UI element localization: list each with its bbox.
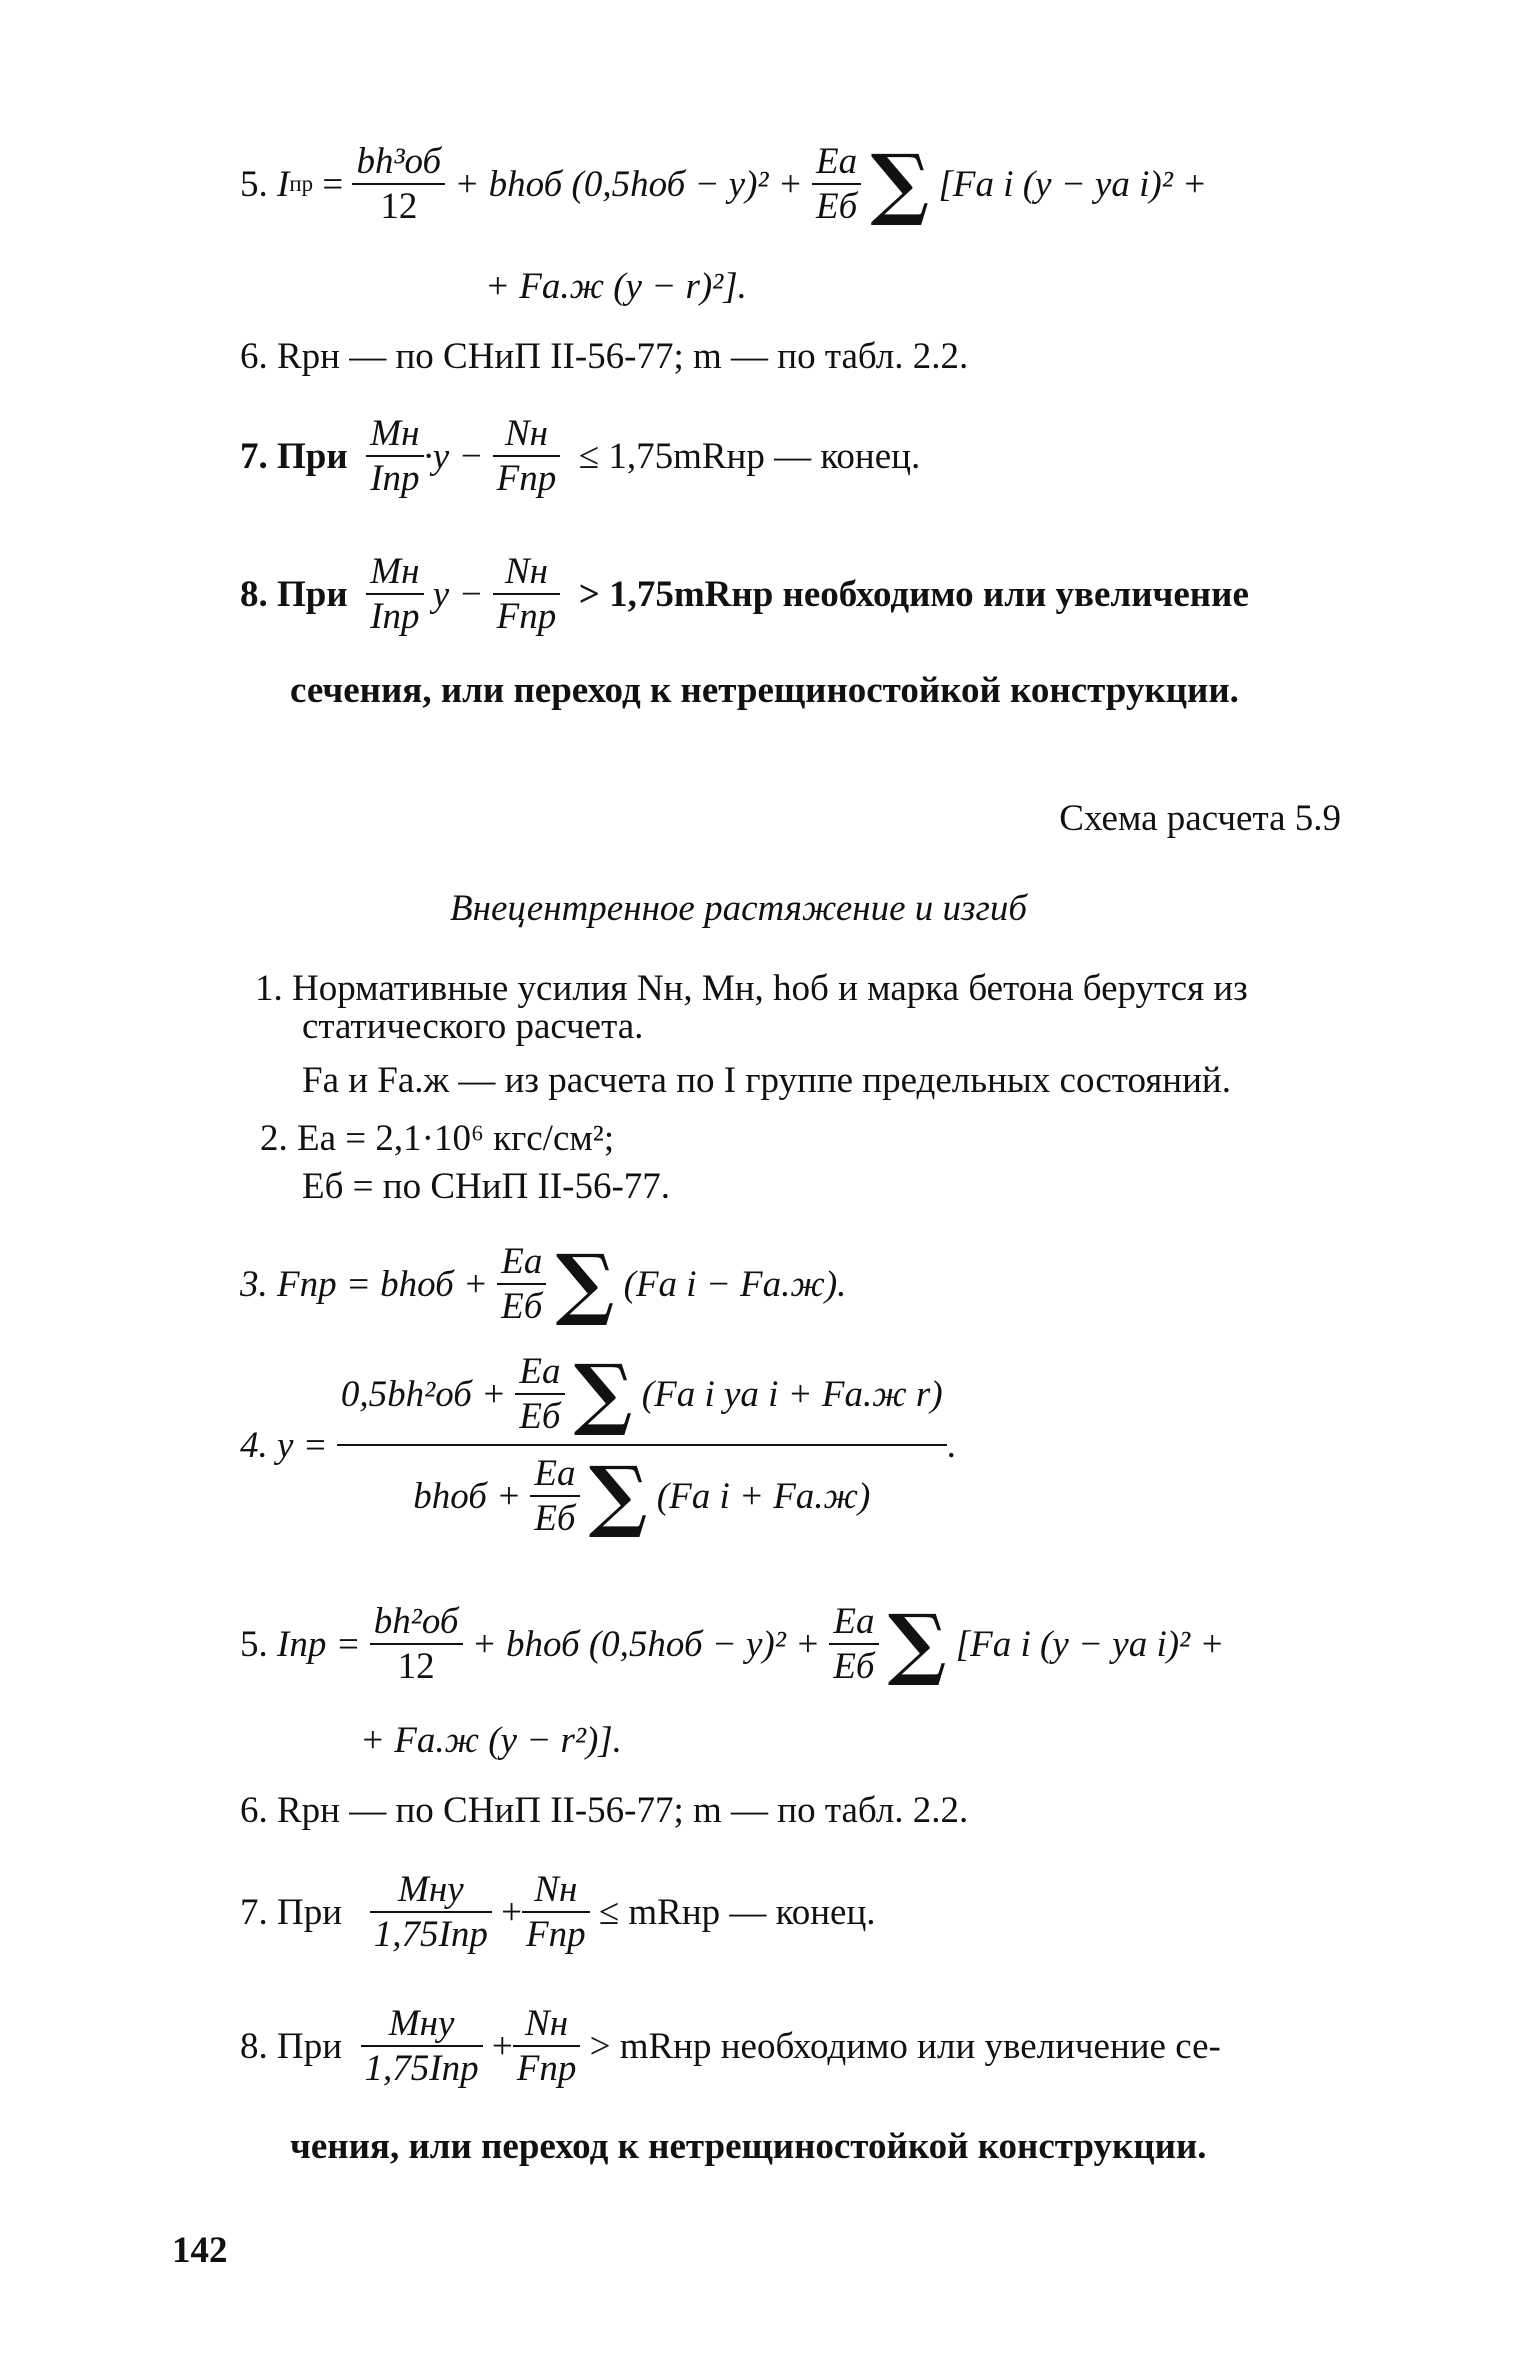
page-number: 142	[172, 2230, 228, 2271]
fraction-numerator: Nн	[534, 1869, 578, 1910]
fraction	[366, 550, 423, 638]
fraction-denominator: Eб	[501, 1286, 543, 1327]
fraction	[513, 2002, 581, 2090]
fraction-numerator: Mн	[370, 551, 420, 592]
fraction	[352, 140, 445, 228]
item-1-line3: Fа и Fа.ж — из расчета по I группе предельных состояний.	[302, 1060, 1231, 1101]
item-2-line2: Eб = по СНиП II-56-77.	[302, 1166, 671, 1207]
denominator-tail: (Fа i + Fа.ж)	[656, 1475, 871, 1517]
fraction-denominator: Iпр	[370, 596, 420, 637]
fraction-numerator: bh³об	[356, 141, 442, 182]
modulus-ratio	[497, 1240, 546, 1328]
fraction-numerator: Mн	[370, 413, 420, 454]
formula-lhs: I	[277, 163, 290, 205]
fraction-denominator: Fпр	[516, 2048, 577, 2089]
modulus-ratio	[829, 1600, 878, 1688]
fraction-numerator: Eа	[501, 1241, 543, 1282]
formula-8	[240, 2002, 1221, 2090]
item-6: 6. Rрн — по СНиП II-56-77; m — по табл. 2.2.	[240, 1790, 969, 1831]
modulus-ratio	[530, 1452, 579, 1540]
sum-symbol: ∑	[887, 1597, 947, 1689]
numerator-head: 0,5bh²об +	[340, 1373, 507, 1415]
fraction	[493, 412, 561, 500]
section-title: Внецентренное растяжение и изгиб	[450, 888, 1028, 929]
formula-8-top	[240, 550, 1249, 638]
fraction-denominator: Eб	[519, 1396, 561, 1437]
sum-symbol: ∑	[870, 137, 930, 229]
item-2-line1: 2. Eа = 2,1·10⁶ кгс/см²;	[260, 1118, 615, 1159]
formula-tail: > 1,75mRнр необходимо или увеличение	[578, 573, 1249, 615]
formula-tail: (Fа i − Fа.ж).	[623, 1263, 847, 1305]
fraction	[370, 1868, 492, 1956]
scheme-label: Схема расчета 5.9	[1059, 798, 1341, 839]
formula-mid: y −	[432, 573, 484, 615]
formula-number: 5.	[240, 1623, 268, 1665]
fraction-denominator: Fпр	[525, 1914, 586, 1955]
fraction-numerator: Nн	[504, 413, 548, 454]
fraction-denominator: Iпр	[370, 458, 420, 499]
sum-symbol: ∑	[573, 1347, 633, 1439]
item-6-top: 6. Rрн — по СНиП II-56-77; m — по табл. 2.2.	[240, 336, 969, 377]
fraction-numerator: Eа	[816, 141, 858, 182]
fraction-numerator: Mнy	[398, 1869, 464, 1910]
formula-lhs-sub: пр	[289, 171, 314, 196]
formula-mid: +	[501, 1891, 522, 1933]
item-label: 7. При	[240, 435, 348, 477]
formula-mid: + bhоб (0,5hоб − y)² +	[471, 1623, 821, 1665]
formula-tail: [Fа i (y − yа i)² +	[938, 163, 1208, 205]
fraction	[366, 412, 423, 500]
formula-tail: [Fа i (y − yа i)² +	[955, 1623, 1225, 1665]
formula-7	[240, 1868, 876, 1956]
fraction	[522, 1868, 590, 1956]
formula-tail: ≤ mRнр — конец.	[598, 1891, 876, 1933]
item-label: 8. При	[240, 2025, 343, 2067]
fraction-denominator: Eб	[815, 186, 858, 227]
fraction-numerator: bh²об	[373, 1601, 459, 1642]
fraction-numerator: Nн	[525, 2003, 569, 2044]
fraction-numerator: Eа	[519, 1351, 561, 1392]
formula-5-line2: + Fа.ж (y − r²)].	[360, 1720, 622, 1761]
formula-lhs: 3. Fпр = bhоб +	[240, 1263, 488, 1305]
formula-4: 4. y = 0,5bh²об + $\frac{Eа}{Eб}$ ∑ (Fа i yа i + Fа.ж r) bhоб + $\frac{Eа}{Eб}$ ∑ (Fа i + Fа.ж) .	[240, 1347, 956, 1541]
modulus-ratio	[812, 140, 861, 228]
formula-tail: ≤ 1,75mRнр — конец.	[578, 435, 921, 477]
main-fraction	[337, 1347, 947, 1541]
fraction	[361, 2002, 483, 2090]
formula-mid: ·y −	[423, 435, 484, 477]
formula-8-line2: чения, или переход к нетрещиностойкой конструкции.	[290, 2126, 1207, 2167]
item-label: 8. При	[240, 573, 348, 615]
fraction-denominator: 1,75Iпр	[373, 1914, 488, 1955]
item-1-line2: статического расчета.	[302, 1006, 644, 1047]
modulus-ratio	[515, 1350, 564, 1438]
fraction-denominator: Eб	[534, 1498, 576, 1539]
formula-lhs: Iпр =	[277, 1623, 361, 1665]
sum-symbol: ∑	[588, 1449, 648, 1541]
fraction-denominator: Fпр	[496, 458, 557, 499]
fraction-denominator: 12	[380, 186, 418, 227]
formula-lhs: 4. y =	[240, 1424, 328, 1466]
fraction-numerator	[337, 1347, 947, 1439]
fraction-denominator: 12	[397, 1646, 435, 1687]
numerator-tail: (Fа i yа i + Fа.ж r)	[641, 1373, 943, 1415]
formula-tail: > mRнр необходимо или увеличение се-	[589, 2025, 1221, 2067]
fraction	[493, 550, 561, 638]
fraction-numerator: Mнy	[388, 2003, 455, 2044]
fraction-denominator: Eб	[833, 1646, 875, 1687]
fraction-numerator: Eа	[833, 1601, 875, 1642]
item-label: 7. При	[240, 1891, 343, 1933]
fraction-numerator: Nн	[504, 551, 548, 592]
formula-8-top-line2: сечения, или переход к нетрещиностойкой конструкции.	[290, 670, 1239, 711]
denominator-head: bhоб +	[413, 1475, 522, 1517]
formula-5-top-line2: + Fа.ж (y − r)²].	[485, 266, 747, 307]
formula-5	[240, 1597, 1225, 1689]
formula-mid: + bhоб (0,5hоб − y)² +	[454, 163, 803, 205]
fraction	[370, 1600, 463, 1688]
fraction-numerator: Eа	[534, 1453, 576, 1494]
formula-3	[240, 1237, 847, 1329]
formula-mid: +	[491, 2025, 513, 2067]
sum-symbol: ∑	[555, 1237, 615, 1329]
fraction-denominator: 1,75Iпр	[364, 2048, 479, 2089]
formula-number: 5.	[240, 163, 268, 205]
formula-7-top	[240, 412, 920, 500]
fraction-denominator: Fпр	[496, 596, 557, 637]
item-1-line1: 1. Нормативные усилия Nн, Mн, hоб и марка бетона берутся из	[255, 968, 1248, 1009]
formula-5-top: 5. I пр = $\frac{\text{bh³об}}{12}$ + bhоб (0,5hоб − y)² + $\frac{Eа}{Eб}$ ∑ [Fа i (y − yа i)² +	[240, 137, 1208, 229]
fraction-denominator	[409, 1449, 874, 1541]
